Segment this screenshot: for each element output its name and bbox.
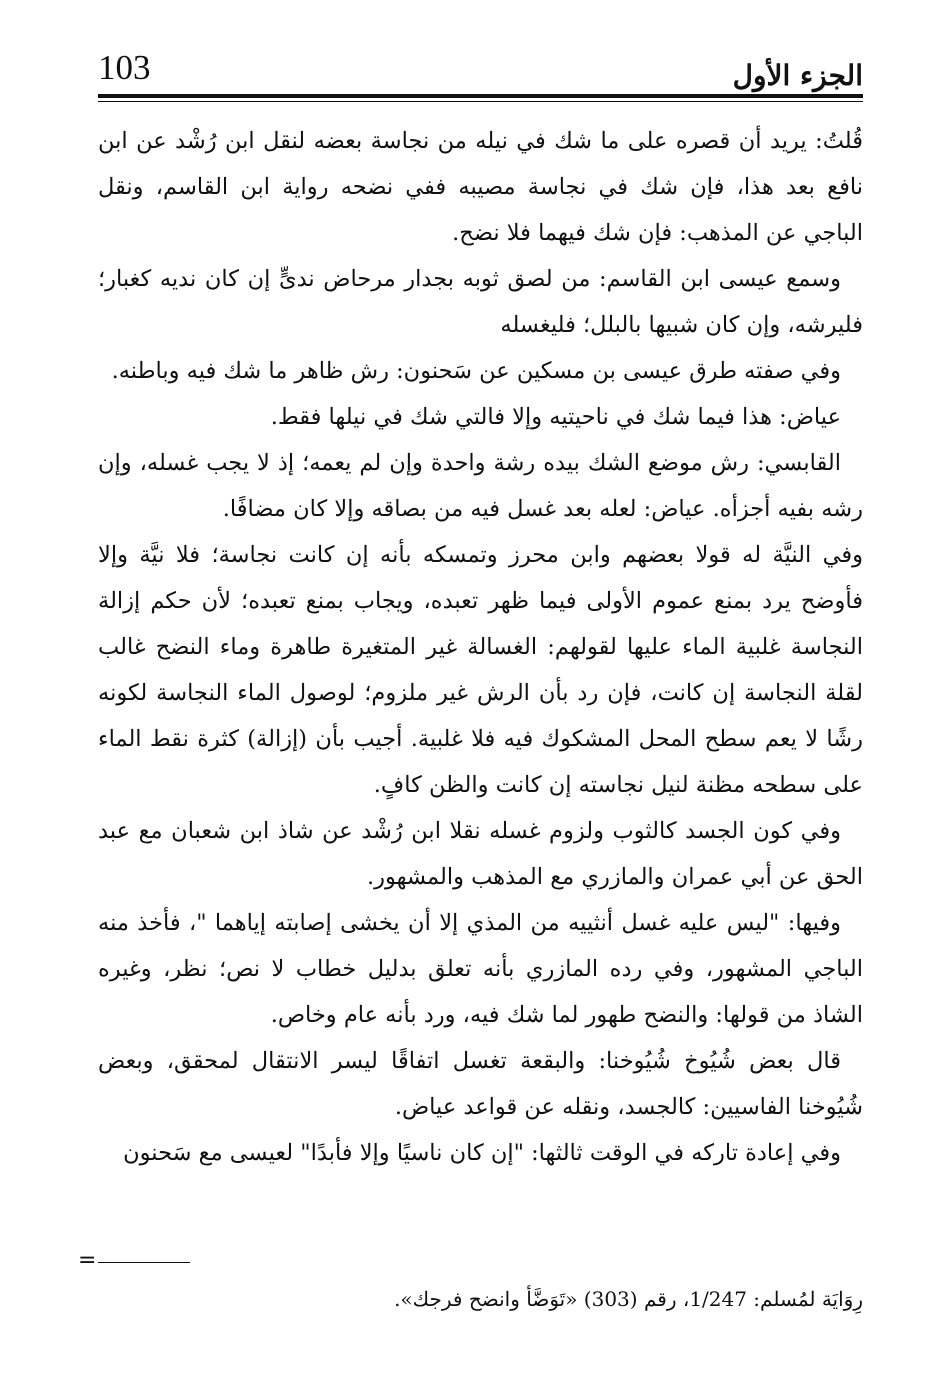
page-number: 103 bbox=[98, 48, 151, 87]
paragraph: عياض: هذا فيما شك في ناحيتيه وإلا فالتي شك في نيلها فقط. bbox=[270, 404, 841, 430]
footnote: رِوَايَة لمُسلم: 1/247، رقم (303) «تَوَضَّأ وانضح فرجك». bbox=[394, 1287, 863, 1311]
paragraph: قال بعض شُيُوخ شُيُوخنا: والبقعة تغسل اتفاقًا ليسر الانتقال لمحقق، وبعض شُيُوخنا الفاسيين: كالجسد، ونقله عن قواعد عياض. bbox=[98, 1048, 863, 1120]
paragraph: وسمع عيسى ابن القاسم: من لصق ثوبه بجدار مرحاض ندىٍّ إن كان نديه كغبار؛ فليرشه، وإن كان شبيها بالبلل؛ فليغسله bbox=[98, 266, 863, 338]
paragraph: قُلتُ: يريد أن قصره على ما شك في نيله من نجاسة بعضه لنقل ابن رُشْد عن ابن نافع بعد هذا، فإن شك في نجاسة مصيبه ففي نضحه رواية ابن القاسم، ونقل الباجي عن المذهب: فإن شك فيهما فلا نضح. bbox=[98, 128, 863, 246]
paragraph: وفي إعادة تاركه في الوقت ثالثها: "إن كان ناسيًا وإلا فأبدًا" لعيسى مع سَحنون bbox=[123, 1140, 841, 1166]
paragraph: وفي صفته طرق عيسى بن مسكين عن سَحنون: رش ظاهر ما شك فيه وباطنه. bbox=[111, 358, 841, 384]
paragraph: القابسي: رش موضع الشك بيده رشة واحدة وإن لم يعمه؛ إذ لا يجب غسله، وإن رشه بفيه أجزأه. عياض: لعله بعد غسل فيه من بصاقه وإلا كان مضافًا. bbox=[98, 450, 863, 522]
main-text bbox=[98, 118, 863, 1176]
header-rule-thin bbox=[98, 101, 863, 102]
footnote-continuation-marker: = bbox=[78, 1248, 97, 1273]
paragraph: وفيها: "ليس عليه غسل أنثييه من المذي إلا أن يخشى إصابته إياهما "، فأخذ منه الباجي المشهور، وفي رده المازري بأنه تعلق بدليل خطاب لا نص؛ نظر، وغيره الشاذ من قولها: والنضح طهور لما شك فيه، ورد بأنه عام وخاص. bbox=[98, 910, 863, 1028]
footnote-separator bbox=[98, 1262, 190, 1263]
paragraph: وفي النيَّة له قولا بعضهم وابن محرز وتمسكه بأنه إن كانت نجاسة؛ فلا نيَّة وإلا فأوضح يرد بمنع عموم الأولى فيما ظهر تعبده، ويجاب بمنع تعبده؛ لأن حكم إزالة النجاسة غلبية الماء عليها لقولهم: الغسالة غير المتغيرة طاهرة وماء النضح غالب لقلة النجاسة إن كانت، فإن رد بأن الرش غير ملزوم؛ لوصول الماء النجاسة لكونه رشًا لا يعم سطح المحل المشكوك فيه فلا غلبية. أجيب بأن (إزالة) كثرة نقط الماء على سطحه مظنة لنيل نجاسته إن كانت والظن كافٍ. bbox=[98, 542, 863, 798]
running-title: الجزء الأول bbox=[732, 59, 863, 92]
paragraph: وفي كون الجسد كالثوب ولزوم غسله نقلا ابن رُشْد عن شاذ ابن شعبان مع عبد الحق عن أبي عمران والمازري مع المذهب والمشهور. bbox=[98, 818, 863, 890]
header-rule-thick bbox=[98, 94, 863, 98]
page-header bbox=[98, 48, 863, 98]
